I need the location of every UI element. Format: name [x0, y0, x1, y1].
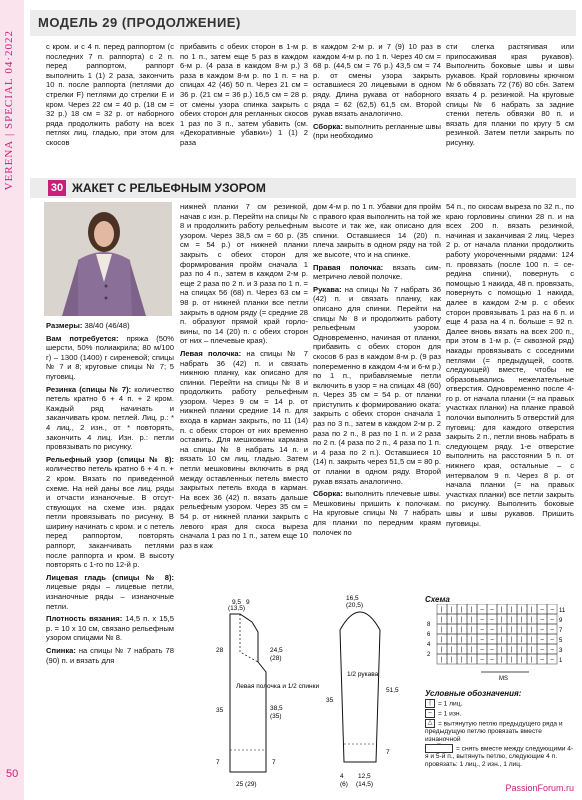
chart-cell-symbol: |: [440, 627, 443, 633]
dim-7a: 7: [216, 759, 220, 766]
pattern-diagram: [200, 592, 420, 792]
chart-cell-symbol: |: [440, 647, 443, 653]
chart-grid: [437, 604, 557, 664]
chart-cell-symbol: |: [520, 627, 523, 633]
dim-35b: (35): [270, 713, 282, 720]
chart-cell-symbol: |: [520, 647, 523, 653]
chart-cell-symbol: |: [470, 647, 473, 653]
chart-cell-symbol: –: [490, 647, 494, 653]
legend-together: △ = вытянутую петлю предыдущего ряда и предыдущую петлю провязать вместе изнаночной: [425, 720, 563, 744]
chart-cell-symbol: |: [440, 637, 443, 643]
chart-cell-symbol: |: [530, 657, 533, 663]
legend-pull: ⌒ = снять вместе между следующими 4-я и 5-й п., вытянуть петлю, следующие 4 п. провязать: 1 лиц., 2 изн., 1 лиц.: [425, 745, 574, 769]
dim-4: 4: [340, 773, 344, 780]
chart-cell-symbol: |: [530, 637, 533, 643]
chart-cell-symbol: |: [530, 647, 533, 653]
chart-cell-symbol: |: [510, 617, 513, 623]
page-title: МОДЕЛЬ 29 (ПРОДОЛЖЕНИЕ): [38, 15, 241, 30]
dim-13-5: (13,5): [228, 605, 245, 612]
column-a: Размеры: 38/40 (46/48) Вам потребуется: пряжа (50% шерсти, 50% полиакрила; 80 м/100 г) – 1300 (1400) г сиреневой; спицы № 7 и 8; круговые спицы № 7; 5 пуговиц. Резинка (спицы № 7): количество петель кратно 6 + 4 п. + 2 кром. Каждый ряд начинать и заканчивать кром. петлей. Лиц. р.: * 4 лиц., 2 изн., от * повторять, закончить 4 лиц. Изн. р.: петли провязывать по рисунку. Рельефный узор (спицы № 8): количество петель кратно 6 + 4 п. + 2 кром. Вязать по приведенной схеме. На ней даны все лиц. ряды и отчасти изнаночные. В отсутствующих на схеме изн. рядах петли провязывать по рисунку. В ширину начинать с кром. и с петель перед раппортом, повторять раппорт, заканчивать петлями после раппорта и кром. В высоту повторять с 1-го по 12-й р. Лицевая гладь (спицы № 8): лицевые ряды – лицевые петли, изнаночные ряды – изнаночные петли. Плотность вязания: 14,5 п. х 15,5 р. = 10 х 10 см, связано рельефным узором спицами № 8. Спинка: на спицы № 7 набрать 78 (90) п. и вязать для: [46, 321, 174, 665]
chart-cell-symbol: |: [530, 607, 533, 613]
chart-cell-symbol: |: [530, 617, 533, 623]
dim-14-5: (14,5): [356, 781, 373, 788]
chart-cell-symbol: –: [490, 637, 494, 643]
column-c: дом 4-м р. по 1 п. Убавки для пройм с правого края выполнить на той же высоте и так же, как описано для спинки. Оставшиеся 14 (20) п. плеча закрыть в одном ряду на той же высоте, что и на спинке. Правая полочка: вязать симметрично левой полочке. Рукава: на спицы № 7 набрать 36 (42) п. и связать планку, как описано для спинки. Перейти на спицы № 8 и продолжить работу рельефным узором. Одновременно, начиная от планки, прибавить с обеих сторон для скосов 6 раз в каждом 8-м р. (9 раз попеременно в каждом 4-м и 6-м р.) по 1 п., прибавляемые петли включить в узор = на спицах 48 (60) п. Через 35 см = 54 р. от планки приступить к формированию оката: закрыть с обеих сторон сначала 1 раз по 3 п., затем в каждом 2-м р. 2 раза по 2 п., 8 раз по 1 п. и 2 раза по 2 п. (4 раза по 2 п., 4 раза по 1 п. и 4 раза по 2 п.). Оставшиеся 10 (14) п. закрыть через 51,5 см = 80 р. от планки в одном ряду. Второй рукав вязать аналогично. Сборка: выполнить плечевые швы. Мешковины пришить к полочкам. На круговые спицы № 7 набрать для планки по передним краям полочек по: [313, 202, 441, 537]
column-d: 54 п., по скосам выреза по 32 п., по краю горловины спинки 28 п. и на всех 200 п. вязать резинкой, начиная и заканчивая 2 лиц. Через 2 р. от начала планки продолжить работу укороченными рядами: 124 п. провязать (после 100 п. = середина спинки), повернуть с помощью 1 накида, 48 п. провязать, повернуть с помощью 1 накида, далее в каждом 2-м р. с обеих сторон провязывать 1 раз на 6 п. и еще 4 раза на 4 п. больше = 92 п. Далее вновь вязать на всех 200 п., при этом в 1-м р. (= сквозной ряд) накады провязывать с соседними петлями (= предыдущей, соотв. следующей) вместе, чтобы не образовывались нежелательные отверстия. Одновременно после 4-го р. от начала планки (= на правых участках планки) на планке правой полочки выполнить 5 отверстий для пуговиц: для каждого отверстия закрыть 2 п., петли вновь набрать в следующем ряду. 1-е отверстие выполнить на расстоянии 5 п. от нижнего края, остальные – с интервалом 9 п. Через 8 р. от начала планки (= на правых участках планки) все петли закрыть по рисунку. Выполнить боковые швы и швы рукавов. Пришить пуговицы.: [446, 202, 574, 528]
dim-7c: 7: [386, 749, 390, 756]
magazine-issue: 04·2022: [3, 30, 15, 74]
chart-cell-symbol: |: [460, 627, 463, 633]
chart-cell-symbol: |: [440, 617, 443, 623]
stitch-chart: [425, 604, 575, 684]
sleeve-label: 1/2 рукава: [347, 671, 379, 678]
dim-51-5: 51,5: [386, 687, 399, 694]
dim-16-5: 16,5: [346, 595, 359, 602]
chart-cell-symbol: |: [510, 657, 513, 663]
legend-title: Условные обозначения:: [425, 689, 522, 698]
dim-24-5: 24,5: [270, 647, 283, 654]
chart-cell-symbol: |: [510, 647, 513, 653]
chart-cell-symbol: |: [460, 637, 463, 643]
chart-cell-symbol: –: [480, 637, 484, 643]
chart-cell-symbol: |: [510, 607, 513, 613]
model29-col3: в каждом 2-м р. и 7 (9) 10 раз в каждом 4-м р. по 1 п. Через 40 см = 68 р. (44,5 см = 76 р.) 43,5 см = 74 р. от смены узора закрыть оставшиеся 20 лицевыми в одном ряду. Длина рукава от наборного ряда = 62 (62,5) 61,5 см. Второй рукав вязать аналогично. Сборка: выполнить регланные швы (при необходимо: [313, 42, 441, 141]
chart-cell-symbol: |: [460, 657, 463, 663]
chart-cell-symbol: –: [540, 617, 544, 623]
chart-cell-symbol: –: [490, 657, 494, 663]
chart-cell-symbol: –: [540, 637, 544, 643]
model29-col4: сти слегка растягивая или припосаживая края рукавов). Выполнить боковые швы и швы рукавов. Край горловины крючком № 6 обвязать 72 (76) 80 сбн. Затем вязать 4 р. резинкой. На круговые спицы № 6 набрать за задние стенки петель обвязки 80 п. и вязать для планки по кругу 5 см резинкой. Затем петли закрыть по рисунку.: [446, 42, 574, 147]
chart-cell-symbol: –: [550, 607, 554, 613]
dim-20-5: (20,5): [346, 602, 363, 609]
row-1: 1: [559, 658, 563, 664]
chart-cell-symbol: |: [470, 657, 473, 663]
front-label-1: Левая полочка и 1/2 спинки: [236, 683, 320, 690]
pull-symbol-icon: ⌒: [425, 744, 453, 753]
chart-cell-symbol: |: [450, 657, 453, 663]
magazine-special: SPECIAL: [3, 77, 15, 130]
chart-cell-symbol: |: [520, 617, 523, 623]
chart-cell-symbol: |: [500, 637, 503, 643]
row-5: 5: [559, 638, 563, 644]
dim-9: 9: [246, 599, 250, 606]
chart-cell-symbol: |: [520, 607, 523, 613]
chart-cell-symbol: –: [480, 647, 484, 653]
chart-cell-symbol: |: [450, 637, 453, 643]
dim-25: 25 (29): [236, 781, 257, 788]
chart-cell-symbol: |: [510, 627, 513, 633]
row-8: 8: [427, 622, 431, 628]
chart-cell-symbol: –: [550, 637, 554, 643]
chart-cell-symbol: |: [460, 607, 463, 613]
dim-38-5: 38,5: [270, 705, 283, 712]
dim-28: (28): [270, 655, 282, 662]
chart-cell-symbol: |: [530, 627, 533, 633]
footer-site: PassionForum.ru: [505, 783, 574, 793]
chart-cell-symbol: |: [460, 647, 463, 653]
row-3: 3: [559, 648, 563, 654]
chart-cell-symbol: |: [500, 627, 503, 633]
chart-cell-symbol: |: [450, 617, 453, 623]
chart-cell-symbol: –: [480, 617, 484, 623]
model29-col1: с кром. и с 4 п. перед раппортом (с последних 7 п. раппорта) с 2 п. перед раппортом, раппорт выполнить 1 (1) 2 раза, закончить 10 п. после раппорта (петлями до стрелки F) петлями до стрелки E и кром. Через 22 см = 40 р. (18 см = 32 р.) 18 см = 32 р. от наборного ряда продолжить работу на всех петлях лиц. гладью, при этом для скосов: [46, 42, 174, 147]
chart-cell-symbol: |: [500, 647, 503, 653]
chart-cell-symbol: |: [470, 607, 473, 613]
model-photo: [44, 202, 172, 316]
chart-cell-symbol: –: [490, 617, 494, 623]
chart-cell-symbol: –: [540, 607, 544, 613]
chart-cell-symbol: |: [470, 637, 473, 643]
chart-cell-symbol: |: [520, 637, 523, 643]
magazine-name: VERENA: [3, 139, 15, 191]
chart-cell-symbol: |: [440, 607, 443, 613]
row-7: 7: [559, 628, 563, 634]
chart-cell-symbol: –: [540, 647, 544, 653]
section-title: ЖАКЕТ С РЕЛЬЕФНЫМ УЗОРОМ: [72, 181, 266, 195]
section-number: 30: [48, 180, 66, 196]
column-b: нижней планки 7 см резинкой, начав с изн. р. Перейти на спицы № 8 и продолжить работу рельефным узором. Через 38,5 см = 60 р. (35 см = 54 р.) от нижней планки закрыть с обеих сторон для формирования пройм сначала 1 раз по 4 п., затем в каждом 2-м р. еще 2 раза по 2 п. и 3 раза по 1 п. = на спицах 56 (68) п. Через 63 см = 98 р. от нижней планки все петли закрыть в одном ряду (= средние 28 п. образуют прямой край горловины, по 14 (20) п. с обеих сторон от них – плечевые края). Левая полочка: на спицы № 7 набрать 36 (42) п. и связать нижнюю планку, как описано для спинки. Перейти на спицы № 8 и продолжить работу рельефным узором. Через 9 см = 14 р. от нижней планки средние 14 п. для входа в карман закрыть, по 11 (14) п. с обеих сторон от них временно оставить. Для мешковины кармана на спицы № 8 набрать 14 п. и вязать 10 см лиц. гладью. Затем петли мешковины включить в ряд между оставленных петель вместо закрытых петель входа в карман. На всех 36 (42) п. вязать дальше рельефным узором. Через 35 см = 54 р. от нижней планки закрыть с левого края для скоса выреза сначала 1 раз по 1 п., затем еще 10 раз в каж: [180, 202, 309, 550]
dim-35: 35: [216, 707, 224, 714]
legend-knit: | = 1 лиц.: [425, 699, 575, 708]
chart-cell-symbol: |: [450, 647, 453, 653]
dim-6: (6): [340, 781, 348, 788]
chart-cell-symbol: –: [480, 627, 484, 633]
chart-cell-symbol: |: [500, 617, 503, 623]
chart-cell-symbol: –: [480, 607, 484, 613]
row-6: 6: [427, 632, 431, 638]
chart-cell-symbol: –: [480, 657, 484, 663]
chart-cell-symbol: |: [450, 607, 453, 613]
chart-cell-symbol: |: [440, 657, 443, 663]
chart-cell-symbol: –: [550, 617, 554, 623]
chart-cell-symbol: –: [490, 627, 494, 633]
chart-cell-symbol: |: [470, 627, 473, 633]
row-9: 9: [559, 618, 563, 624]
row-11: 11: [559, 608, 566, 614]
chart-cell-symbol: –: [550, 627, 554, 633]
chart-cell-symbol: |: [520, 657, 523, 663]
triangle-symbol-icon: △: [425, 719, 435, 728]
chart-cell-symbol: |: [460, 617, 463, 623]
chart-cell-symbol: |: [450, 627, 453, 633]
dim-12-5: 12,5: [358, 773, 371, 780]
rapport-label: МS: [499, 676, 508, 682]
dim-28b: 28: [216, 647, 224, 654]
knit-symbol-icon: |: [425, 699, 435, 708]
page-number: 50: [6, 768, 19, 780]
magazine-spine: VERENA | SPECIAL 04·2022: [3, 30, 15, 191]
dim-35c: 35: [326, 697, 334, 704]
model29-col2: прибавить с обеих сторон в 1-м р. по 1 п., затем еще 5 раз в каждом 6-м р. (4 раза в каждом 8-м р.) 3 раза в каждом 8-м р. по 1 п. = на спицах 42 (46) 50 п. Через 21 см = 36 р. (21 см = 36 р.) 16,5 см = 28 р. от смены узора спинка закрыть с обеих сторон для регланных скосов 1 раз по 3 п., затем убавить (см. «Декоративные убавки») 1 (1) 2 раза: [180, 42, 308, 147]
chart-cell-symbol: |: [500, 657, 503, 663]
chart-cell-symbol: –: [490, 607, 494, 613]
row-4: 4: [427, 642, 431, 648]
chart-cell-symbol: –: [550, 657, 554, 663]
chart-cell-symbol: –: [550, 647, 554, 653]
legend-purl: – = 1 изн.: [425, 709, 575, 718]
chart-cell-symbol: |: [510, 637, 513, 643]
schema-title: Схема: [425, 595, 450, 604]
dim-9-5: 9,5: [232, 599, 242, 606]
chart-cell-symbol: –: [540, 657, 544, 663]
purl-symbol-icon: –: [425, 709, 435, 718]
chart-cell-symbol: |: [500, 607, 503, 613]
chart-cell-symbol: |: [470, 617, 473, 623]
chart-cell-symbol: –: [540, 627, 544, 633]
row-2: 2: [427, 652, 431, 658]
dim-7b: 7: [272, 759, 276, 766]
